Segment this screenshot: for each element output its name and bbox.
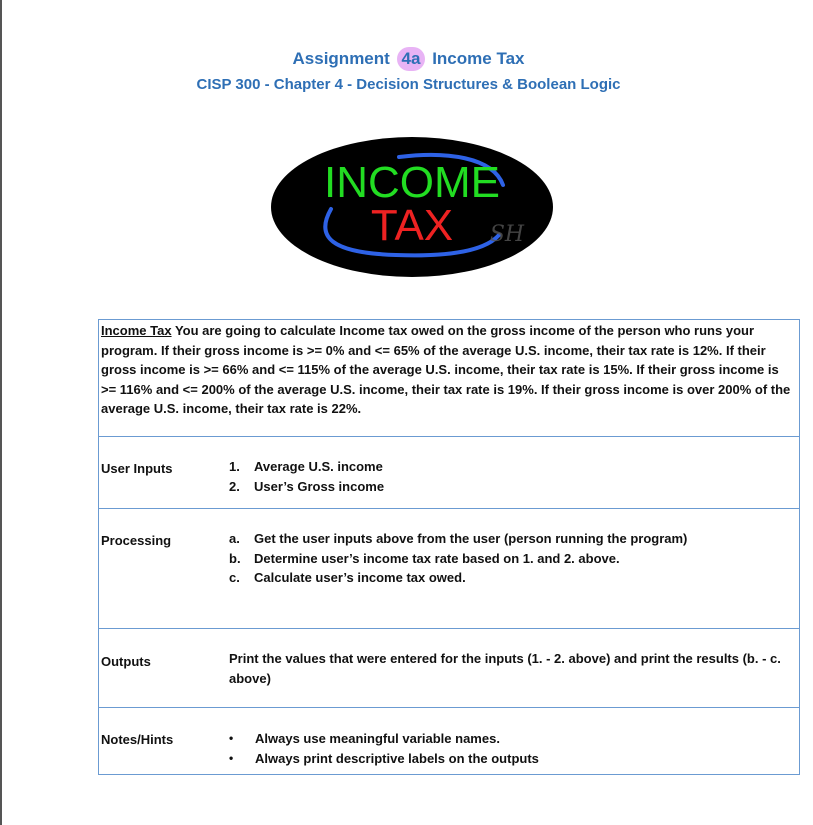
inputs-label: User Inputs: [101, 461, 173, 476]
inputs-row: [99, 436, 799, 508]
notes-label: Notes/Hints: [101, 732, 174, 747]
course-subtitle: CISP 300 - Chapter 4 - Decision Structures & Boolean Logic: [196, 76, 621, 93]
processing-content: [229, 529, 793, 588]
outputs-label: Outputs: [101, 654, 151, 669]
title-suffix: Income Tax: [432, 49, 525, 68]
list-marker: 2.: [229, 478, 240, 494]
logo-watermark: SH: [489, 222, 525, 247]
bullet-marker: •: [229, 731, 234, 745]
logo-tax-text: TAX: [370, 201, 454, 250]
inputs-content: [229, 457, 793, 496]
list-text: Average U.S. income: [254, 459, 383, 474]
description-row: [99, 320, 799, 436]
list-item: [229, 549, 793, 569]
list-item: [229, 749, 793, 769]
document-header: [2, 46, 813, 96]
list-text: Get the user inputs above from the user (person running the program): [254, 531, 688, 546]
list-item: [229, 529, 793, 549]
outputs-text: Print the values that were entered for the inputs (1. - 2. above) and print the results (b. - c. above): [229, 651, 781, 686]
list-marker: 1.: [229, 459, 240, 474]
assignment-badge: 4a: [397, 47, 426, 71]
bullet-marker: •: [229, 750, 234, 765]
list-text: Determine user’s income tax rate based on 1. and 2. above.: [254, 550, 620, 566]
list-text: Always print descriptive labels on the outputs: [255, 750, 539, 766]
list-item: [229, 477, 793, 497]
processing-list: [229, 529, 793, 588]
notes-list: [229, 729, 793, 768]
list-item: [229, 729, 793, 749]
processing-row: [99, 508, 799, 628]
list-marker: b.: [229, 550, 241, 566]
list-marker: c.: [229, 570, 240, 585]
logo-income-text: INCOME: [324, 158, 500, 207]
list-text: Always use meaningful variable names.: [255, 731, 500, 746]
list-text: User’s Gross income: [254, 478, 385, 494]
assignment-table: [98, 319, 800, 775]
list-marker: a.: [229, 531, 240, 546]
income-tax-logo: [271, 137, 553, 277]
list-item: [229, 568, 793, 588]
list-item: [229, 457, 793, 477]
title-prefix: Assignment: [292, 49, 390, 68]
assignment-title: [2, 46, 813, 72]
list-text: Calculate user’s income tax owed.: [254, 570, 466, 585]
outputs-row: [99, 628, 799, 707]
description-text: You are going to calculate Income tax owed on the gross income of the person who runs your program. If their gross income is >= 0% and <= 65% of the average U.S. income, their tax rate is 12%. If their gross income is >= 66% and <= 115% of the average U.S. income, their tax rate is 15%. If their gross income is >= 116% and <= 200% of the average U.S. income, their tax rate is 19%. If their gross income is over 200% of the average U.S. income, their tax rate is 22%.: [101, 323, 791, 416]
processing-label: Processing: [101, 533, 172, 548]
inputs-list: [229, 457, 793, 496]
notes-content: [229, 729, 793, 768]
notes-row: [99, 707, 799, 774]
description-lead: Income Tax: [101, 323, 172, 338]
